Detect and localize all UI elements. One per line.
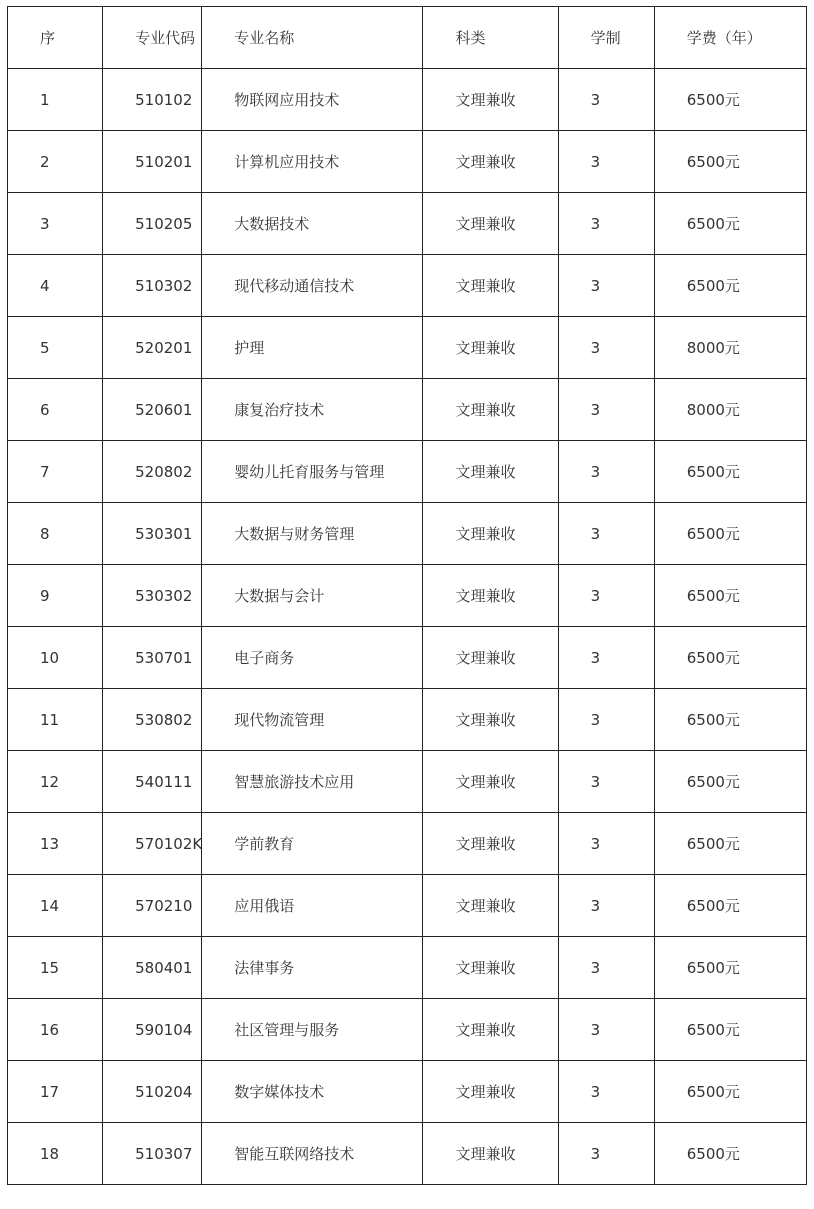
cell-duration: 3: [558, 441, 654, 503]
cell-index: 13: [8, 813, 103, 875]
cell-tuition: 6500元: [654, 751, 806, 813]
cell-major-name: 智慧旅游技术应用: [202, 751, 423, 813]
table-row: [8, 751, 807, 813]
cell-subject-category: 文理兼收: [423, 317, 558, 379]
cell-major-code: 580401: [103, 937, 202, 999]
cell-tuition: 6500元: [654, 565, 806, 627]
cell-index: 15: [8, 937, 103, 999]
cell-subject-category: 文理兼收: [423, 689, 558, 751]
cell-subject-category: 文理兼收: [423, 1061, 558, 1123]
table-row: [8, 1123, 807, 1185]
table-row: [8, 627, 807, 689]
cell-index: 10: [8, 627, 103, 689]
cell-subject-category: 文理兼收: [423, 627, 558, 689]
cell-duration: 3: [558, 317, 654, 379]
cell-index: 5: [8, 317, 103, 379]
cell-index: 18: [8, 1123, 103, 1185]
cell-major-name: 数字媒体技术: [202, 1061, 423, 1123]
cell-subject-category: 文理兼收: [423, 69, 558, 131]
cell-tuition: 6500元: [654, 999, 806, 1061]
cell-major-name: 法律事务: [202, 937, 423, 999]
cell-duration: 3: [558, 937, 654, 999]
table-row: [8, 379, 807, 441]
cell-subject-category: 文理兼收: [423, 255, 558, 317]
cell-tuition: 6500元: [654, 689, 806, 751]
cell-major-name: 现代移动通信技术: [202, 255, 423, 317]
cell-major-code: 510201: [103, 131, 202, 193]
cell-major-name: 计算机应用技术: [202, 131, 423, 193]
cell-tuition: 6500元: [654, 69, 806, 131]
cell-major-code: 540111: [103, 751, 202, 813]
table-row: [8, 1061, 807, 1123]
cell-tuition: 6500元: [654, 1061, 806, 1123]
cell-index: 16: [8, 999, 103, 1061]
cell-major-code: 510204: [103, 1061, 202, 1123]
cell-major-code: 520802: [103, 441, 202, 503]
table-row: [8, 875, 807, 937]
cell-duration: 3: [558, 1061, 654, 1123]
cell-subject-category: 文理兼收: [423, 503, 558, 565]
cell-major-code: 530802: [103, 689, 202, 751]
header-major-name: 专业名称: [202, 7, 423, 69]
header-tuition: 学费（年）: [654, 7, 806, 69]
cell-major-name: 护理: [202, 317, 423, 379]
cell-tuition: 6500元: [654, 627, 806, 689]
cell-tuition: 8000元: [654, 379, 806, 441]
cell-subject-category: 文理兼收: [423, 999, 558, 1061]
table-row: [8, 565, 807, 627]
cell-major-name: 大数据与财务管理: [202, 503, 423, 565]
cell-major-name: 物联网应用技术: [202, 69, 423, 131]
cell-index: 8: [8, 503, 103, 565]
header-index: 序: [8, 7, 103, 69]
header-subject-category: 科类: [423, 7, 558, 69]
table-row: [8, 937, 807, 999]
header-duration: 学制: [558, 7, 654, 69]
cell-subject-category: 文理兼收: [423, 379, 558, 441]
table-row: [8, 131, 807, 193]
cell-duration: 3: [558, 565, 654, 627]
table-row: [8, 193, 807, 255]
header-row: [8, 7, 807, 69]
header-major-code: 专业代码: [103, 7, 202, 69]
cell-subject-category: 文理兼收: [423, 813, 558, 875]
cell-major-code: 530701: [103, 627, 202, 689]
cell-tuition: 6500元: [654, 441, 806, 503]
cell-duration: 3: [558, 999, 654, 1061]
cell-major-code: 590104: [103, 999, 202, 1061]
table-row: [8, 503, 807, 565]
cell-index: 7: [8, 441, 103, 503]
cell-tuition: 6500元: [654, 255, 806, 317]
cell-duration: 3: [558, 131, 654, 193]
cell-duration: 3: [558, 379, 654, 441]
cell-major-name: 婴幼儿托育服务与管理: [202, 441, 423, 503]
table-row: [8, 689, 807, 751]
cell-duration: 3: [558, 1123, 654, 1185]
cell-major-name: 康复治疗技术: [202, 379, 423, 441]
cell-major-name: 智能互联网络技术: [202, 1123, 423, 1185]
cell-index: 11: [8, 689, 103, 751]
table-row: [8, 999, 807, 1061]
cell-duration: 3: [558, 627, 654, 689]
cell-tuition: 6500元: [654, 937, 806, 999]
cell-tuition: 6500元: [654, 193, 806, 255]
cell-major-name: 大数据与会计: [202, 565, 423, 627]
cell-major-name: 社区管理与服务: [202, 999, 423, 1061]
cell-tuition: 6500元: [654, 131, 806, 193]
cell-major-code: 520601: [103, 379, 202, 441]
cell-duration: 3: [558, 503, 654, 565]
cell-major-name: 应用俄语: [202, 875, 423, 937]
cell-major-code: 510307: [103, 1123, 202, 1185]
cell-index: 17: [8, 1061, 103, 1123]
cell-tuition: 6500元: [654, 503, 806, 565]
table-row: [8, 317, 807, 379]
cell-tuition: 6500元: [654, 813, 806, 875]
cell-duration: 3: [558, 689, 654, 751]
table-row: [8, 255, 807, 317]
table-row: [8, 813, 807, 875]
cell-subject-category: 文理兼收: [423, 1123, 558, 1185]
majors-table: [7, 6, 807, 1185]
cell-major-code: 510302: [103, 255, 202, 317]
cell-index: 14: [8, 875, 103, 937]
table-container: [7, 6, 807, 1185]
cell-major-code: 530301: [103, 503, 202, 565]
table-row: [8, 441, 807, 503]
cell-duration: 3: [558, 875, 654, 937]
cell-major-name: 电子商务: [202, 627, 423, 689]
cell-major-code: 510102: [103, 69, 202, 131]
cell-index: 12: [8, 751, 103, 813]
cell-subject-category: 文理兼收: [423, 441, 558, 503]
cell-index: 2: [8, 131, 103, 193]
cell-major-code: 520201: [103, 317, 202, 379]
cell-subject-category: 文理兼收: [423, 565, 558, 627]
cell-duration: 3: [558, 751, 654, 813]
cell-subject-category: 文理兼收: [423, 193, 558, 255]
cell-tuition: 8000元: [654, 317, 806, 379]
cell-subject-category: 文理兼收: [423, 875, 558, 937]
cell-major-code: 530302: [103, 565, 202, 627]
cell-major-name: 大数据技术: [202, 193, 423, 255]
cell-duration: 3: [558, 69, 654, 131]
cell-major-code: 570210: [103, 875, 202, 937]
cell-index: 6: [8, 379, 103, 441]
cell-duration: 3: [558, 193, 654, 255]
cell-index: 9: [8, 565, 103, 627]
cell-subject-category: 文理兼收: [423, 751, 558, 813]
cell-index: 4: [8, 255, 103, 317]
cell-tuition: 6500元: [654, 1123, 806, 1185]
cell-major-code: 510205: [103, 193, 202, 255]
cell-index: 1: [8, 69, 103, 131]
table-body: [8, 69, 807, 1185]
cell-duration: 3: [558, 255, 654, 317]
cell-major-name: 现代物流管理: [202, 689, 423, 751]
cell-major-code: 570102K: [103, 813, 202, 875]
table-header: [8, 7, 807, 69]
cell-subject-category: 文理兼收: [423, 937, 558, 999]
cell-index: 3: [8, 193, 103, 255]
cell-duration: 3: [558, 813, 654, 875]
cell-major-name: 学前教育: [202, 813, 423, 875]
cell-tuition: 6500元: [654, 875, 806, 937]
table-row: [8, 69, 807, 131]
cell-subject-category: 文理兼收: [423, 131, 558, 193]
